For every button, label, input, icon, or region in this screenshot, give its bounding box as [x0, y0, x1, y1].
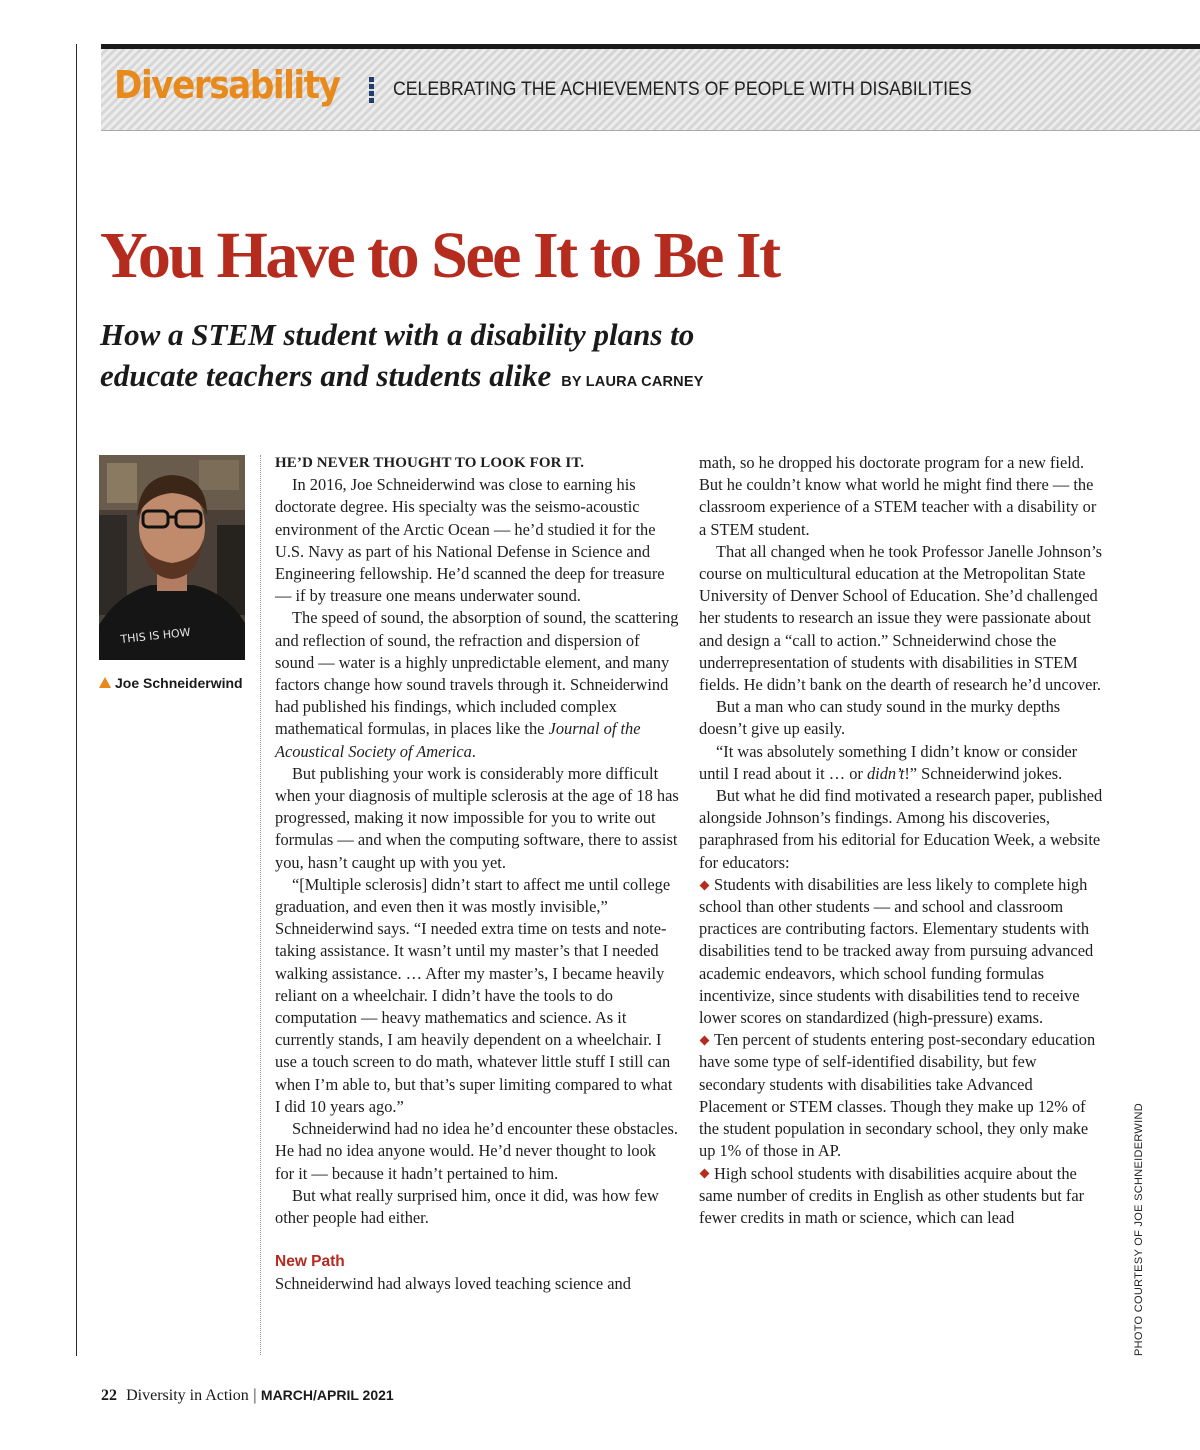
- paragraph: [699, 741, 1103, 785]
- footer-separator: |: [252, 1387, 257, 1404]
- photo-caption-text: Joe Schneiderwind: [115, 675, 243, 691]
- bullet-item: [699, 1029, 1103, 1162]
- article-column-2: [699, 452, 1103, 1229]
- bullet-item: [699, 1163, 1103, 1230]
- paragraph: That all changed when he took Professor Janelle Johnson’s course on multicultural education at the Metropolitan State University of Denver School of Education. She’d challenged her students to research an issue they were passionate about and design a “call to action.” Schneiderwind chose the underrepresentation of students with disabilities in STEM fields. He didn’t bank on the dearth of research he’d uncover.: [699, 541, 1103, 695]
- bullet-item: [699, 874, 1103, 1029]
- paragraph-text: The speed of sound, the absorption of sound, the scattering and reflection of sound, the refraction and dispersion of sound — water is a highly unpredictable element, and many factors change how sound travels through it. Schneiderwind had published his findings, which included complex mathematical formulas, in places like the: [275, 608, 679, 739]
- page-number: 22: [101, 1387, 117, 1404]
- photo-credit: PHOTO COURTESY OF JOE SCHNEIDERWIND: [1133, 1103, 1145, 1356]
- section-banner: [101, 49, 1200, 131]
- article-dek: [100, 314, 860, 403]
- article-column-1: [275, 452, 679, 1295]
- section-tagline: CELEBRATING THE ACHIEVEMENTS OF PEOPLE WITH DISABILITIES: [393, 79, 972, 100]
- emphasis: didn’t: [866, 763, 905, 783]
- triangle-icon: [99, 677, 111, 688]
- bullet-text: Students with disabilities are less likely to complete high school than other students — and school and classroom practices are contributing factors. Elementary students with disabilities tend to be tracked away from pursuing advanced academic endeavors, which school funding formulas incentivize, since students with disabilities tend to receive lower scores on standardized (high-pressure) exams.: [699, 874, 1094, 1028]
- portrait-photo: [99, 455, 245, 660]
- paragraph: In 2016, Joe Schneiderwind was close to earning his doctorate degree. His specialty was the seismo-acoustic environment of the Arctic Ocean — he’d studied it for the U.S. Navy as part of his National Defense in Science and Engineering fellowship. He’d scanned the deep for treasure — if by treasure one means underwater sound.: [275, 475, 665, 606]
- paragraph-text: !” Schneiderwind jokes.: [904, 763, 1063, 783]
- diamond-icon: [700, 1036, 710, 1046]
- paragraph-text: “It was absolutely something I didn’t know or consider until I read about it … or: [699, 741, 1078, 783]
- photo-caption: [99, 675, 243, 691]
- shirt-print: THIS IS HOW: [119, 625, 192, 646]
- dek-line-1: How a STEM student with a disability plans to: [100, 317, 695, 352]
- byline: BY LAURA CARNEY: [561, 374, 704, 390]
- paragraph: Schneiderwind had always loved teaching science and: [275, 1274, 631, 1294]
- bullet-text: Ten percent of students entering post-secondary education have some type of self-identified disability, but few secondary students with disabilities take Advanced Placement or STEM classes. Though they make up 12% of the student population in secondary school, they only make up 1% of those in AP.: [699, 1030, 1096, 1161]
- dek-line-2-text: educate teachers and students alike: [100, 358, 552, 393]
- dek-line-2: [100, 355, 860, 403]
- column-divider: [260, 455, 261, 1355]
- article-headline: You Have to See It to Be It: [100, 219, 779, 292]
- paragraph: But what he did find motivated a research paper, published alongside Johnson’s findings. Among his discoveries, paraphrased from his editorial for Education Week, a website for educators:: [699, 786, 1103, 872]
- section-brand: Diversability: [114, 63, 340, 107]
- diamond-icon: [700, 880, 710, 890]
- paragraph-text: .: [471, 741, 476, 761]
- lead-in: HE’D NEVER THOUGHT TO LOOK FOR IT.: [275, 455, 585, 471]
- portrait-illustration: [99, 455, 245, 660]
- paragraph: “[Multiple sclerosis] didn’t start to affect me until college graduation, and even then it was mostly invisible,” Schneiderwind says. “I needed extra time on tests and note-taking assistance. It wasn’t until my master’s that I needed walking assistance. … After my master’s, I became heavily reliant on a wheelchair. I didn’t have the tools to do computation — heavy mathematics and science. As it currently stands, I am heavily dependent on a wheelchair. I use a touch screen to do math, whatever little stuff I still can when I’m able to, but that’s super limiting compared to what I did 10 years ago.”: [275, 874, 673, 1116]
- page-footer: [101, 1385, 394, 1405]
- paragraph: [275, 607, 679, 762]
- subhead-new-path: New Path: [275, 1253, 345, 1271]
- publication-name: Diversity in Action: [126, 1387, 249, 1404]
- bullet-text: High school students with disabilities acquire about the same number of credits in English as other students but far fewer credits in math or science, which can lead: [699, 1163, 1085, 1227]
- issue-date: MARCH/APRIL 2021: [260, 1387, 394, 1403]
- banner-separator-icon: [369, 77, 374, 104]
- paragraph: Schneiderwind had no idea he’d encounter these obstacles. He had no idea anyone would. He’d never thought to look for it — because it hadn’t pertained to him.: [275, 1119, 678, 1183]
- paragraph: But publishing your work is considerably more difficult when your diagnosis of multiple sclerosis at the age of 18 has progressed, making it now impossible for you to write out formulas — and when the computing software, there to assist you, hasn’t caught up with you yet.: [275, 763, 679, 872]
- left-margin-rule: [76, 44, 77, 1356]
- paragraph: But a man who can study sound in the murky depths doesn’t give up easily.: [699, 697, 1061, 739]
- paragraph: But what really surprised him, once it did, was how few other people had either.: [275, 1185, 659, 1227]
- diamond-icon: [700, 1169, 710, 1179]
- paragraph: math, so he dropped his doctorate program for a new field. But he couldn’t know what world he might find there — the classroom experience of a STEM teacher with a disability or a STEM student.: [699, 453, 1097, 539]
- journal-title: Journal of the Acoustical Society of America: [275, 719, 641, 761]
